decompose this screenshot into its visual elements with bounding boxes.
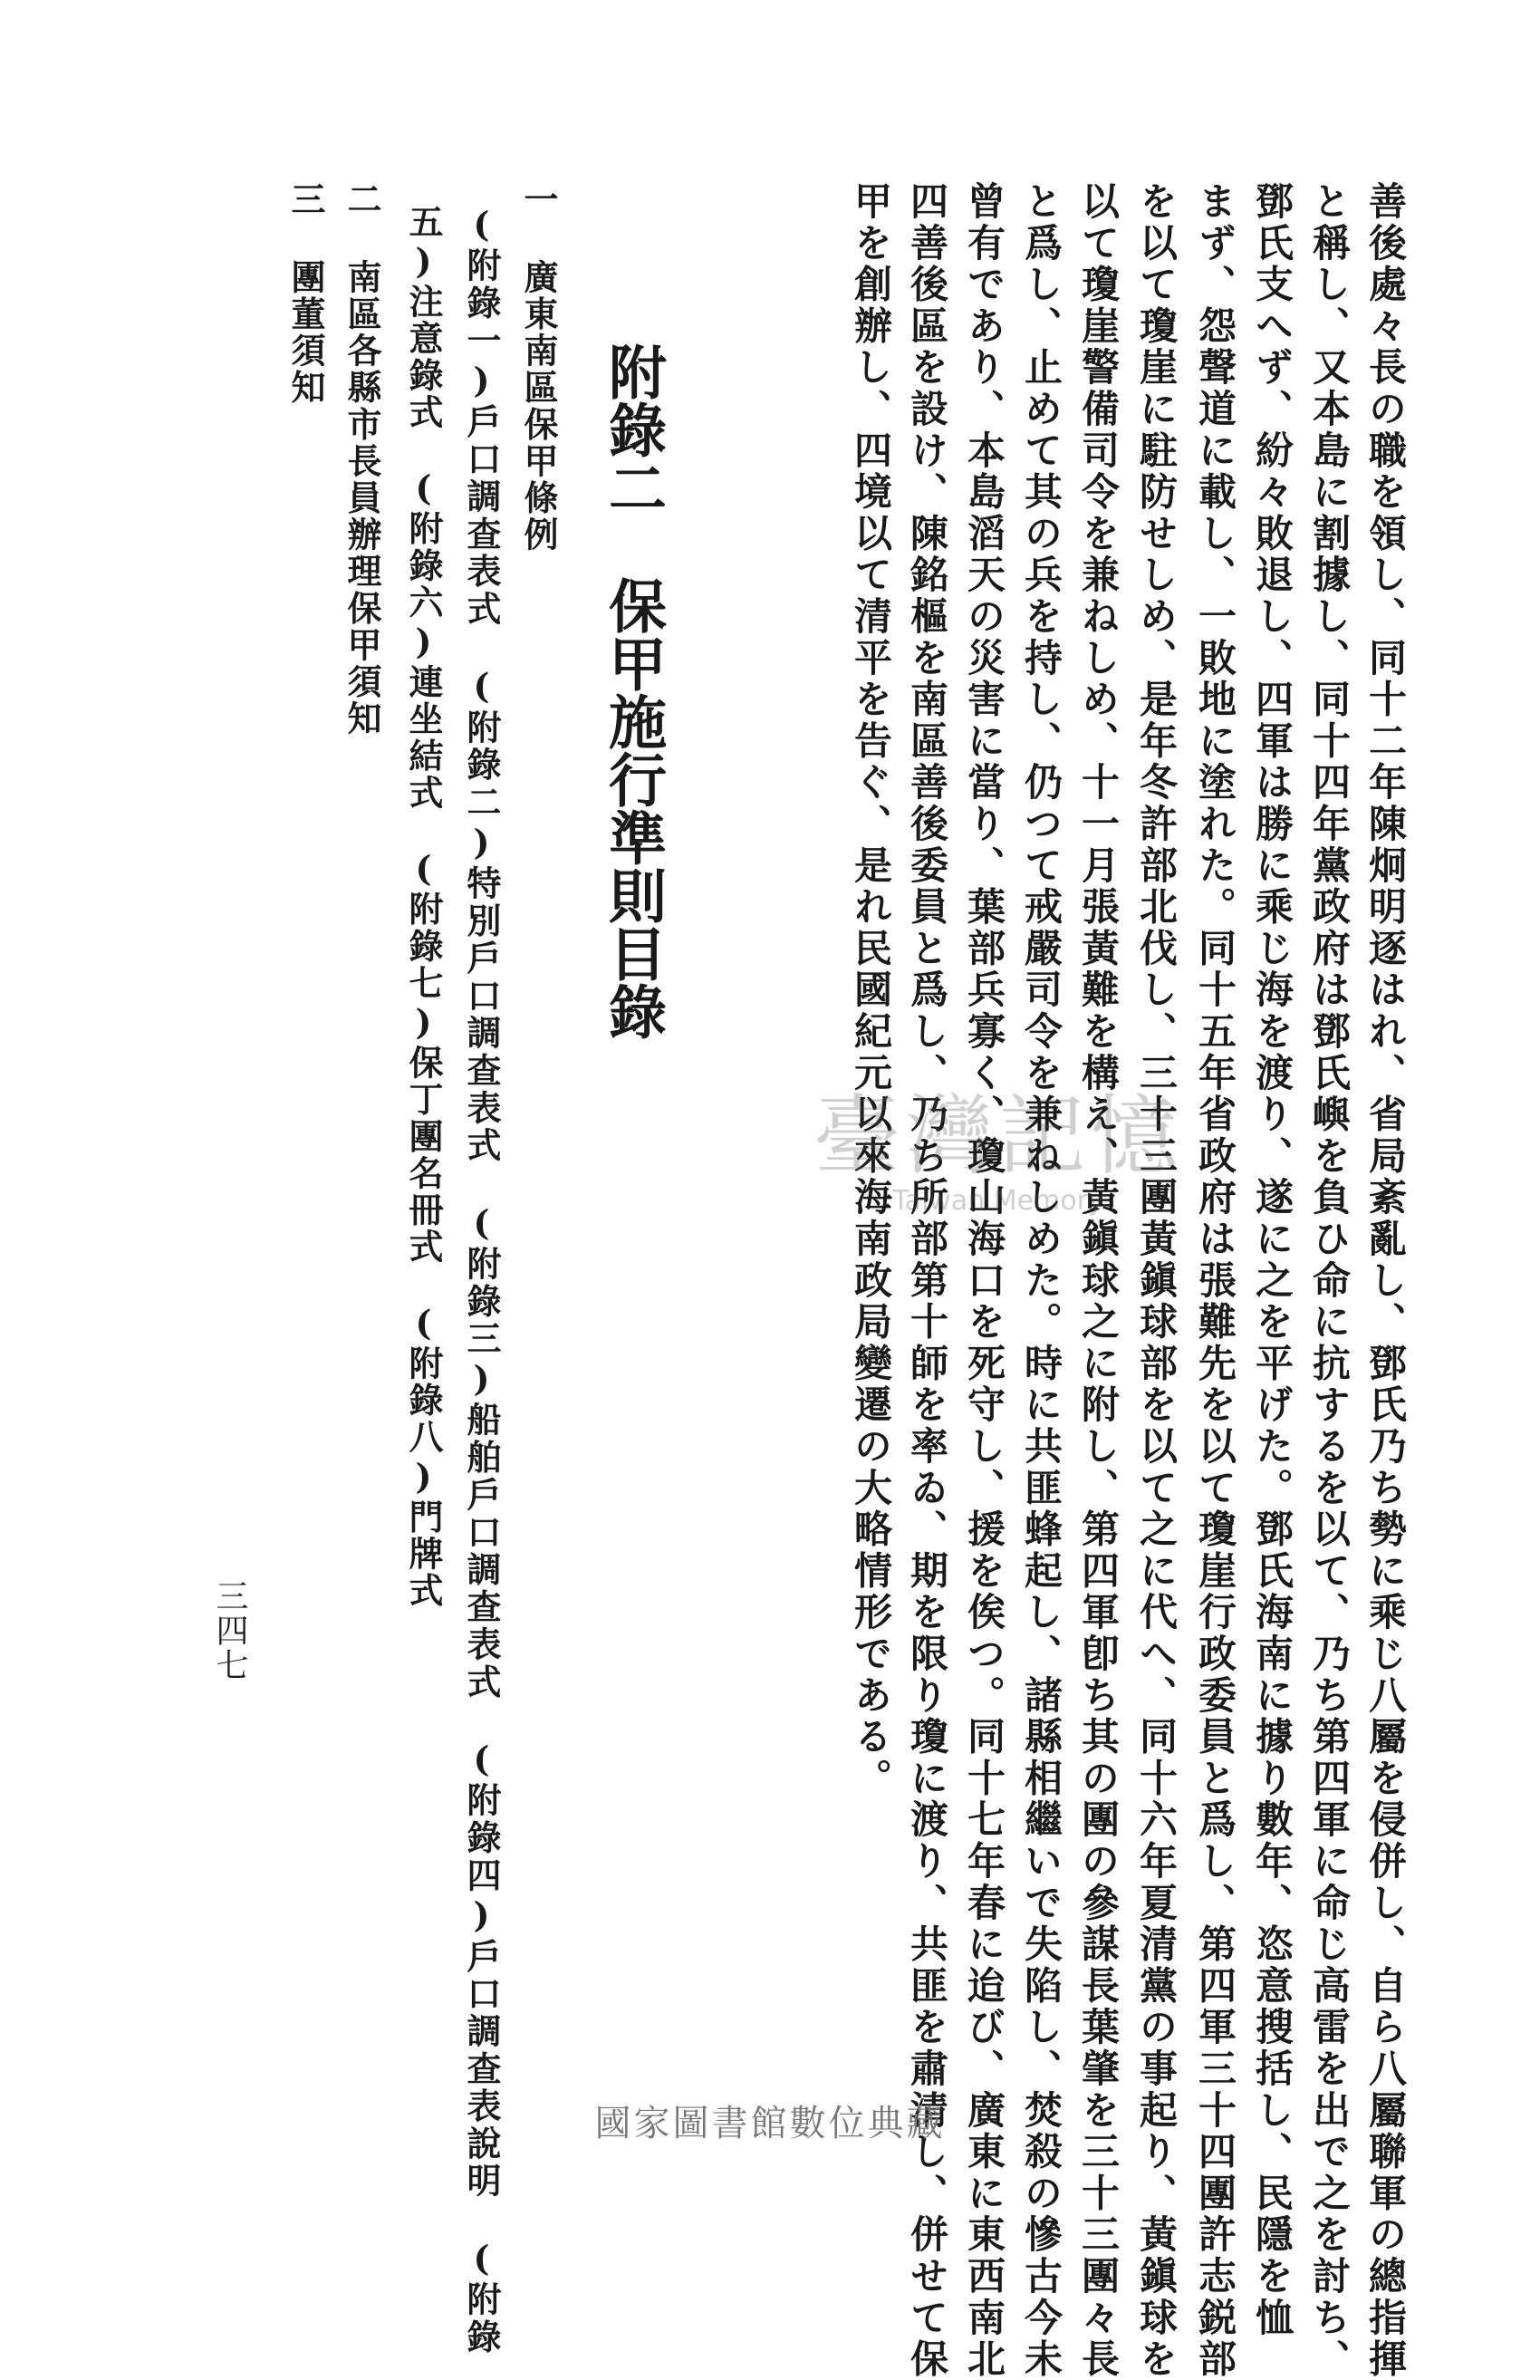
toc-number-2: 二 bbox=[342, 181, 382, 216]
body-column-6: 以て瓊崖警備司令を兼ねしめ、十一月張黃難を構え、黃鎭球之に附し、第四軍卽ち其の團の參謀長葉肇を三十三團々長 bbox=[1076, 181, 1121, 2380]
body-column-3: 鄧氏支へず、紛々敗退し、四軍は勝に乘じ海を渡り、遂に之を平げた。鄧氏海南に據り數年、恣意搜括し、民隱を恤 bbox=[1250, 181, 1295, 2339]
body-column-9: 四善後區を設け、陳銘樞を南區善後委員と爲し、乃ち所部第十師を率ゐ、期を限り瓊に渡り、共匪を肅清し、併せて保 bbox=[905, 181, 949, 2380]
body-column-5: を以て瓊崖に駐防せしめ、是年冬許部北伐し、三十三團黃鎭球部を以て之に代へ、同十六年夏清黨の事起り、黃鎭球を bbox=[1134, 181, 1179, 2380]
body-column-1: 善後處々長の職を領し、同十二年陳炯明逐はれ、省局紊亂し、鄧氏乃ち勢に乘じ八屬を侵併し、自ら八屬聯軍の總指揮 bbox=[1363, 181, 1408, 2380]
page-number: 三四七 bbox=[211, 1579, 248, 1682]
toc-item-2-title: 南區各縣市長員辦理保甲須知 bbox=[342, 259, 382, 737]
toc-item-3-title: 團董須知 bbox=[285, 259, 326, 407]
appendix-title bbox=[599, 342, 667, 1040]
body-column-7: と爲し、止めて其の兵を持し、仍つて戒嚴司令を兼ねしめた。時に共匪蜂起し、諸縣相繼いで失陷し、焚殺の慘古今未 bbox=[1019, 181, 1064, 2380]
body-column-4: まず、怨聲道に載し、一敗地に塗れた。同十五年省政府は張難先を以て瓊崖行政委員と爲し、第四軍三十四團許志鋭部 bbox=[1193, 181, 1237, 2380]
appendix-title-part2: 保甲施行準則目錄 bbox=[599, 576, 667, 1040]
footer-collection-name: 國家圖書館數位典藏 bbox=[594, 2103, 946, 2144]
toc-item-1-title: 廣東南區保甲條例 bbox=[518, 259, 559, 554]
toc-number-1: 一 bbox=[518, 181, 559, 216]
body-column-8: 曾有であり、本島滔天の災害に當り、葉部兵寡く、瓊山海口を死守し、援を俟つ。同十七年春に迨び、廣東に東西南北 bbox=[962, 181, 1006, 2380]
watermark-latin: Taiwan Memory bbox=[892, 1185, 1104, 1217]
body-column-2: と稱し、又本島に割據し、同十四年黨政府は鄧氏嶼を負ひ命に抗するを以て、乃ち第四軍に命じ高雷を出で之を討ち、 bbox=[1307, 181, 1352, 2380]
body-column-10: 甲を創辦し、四境以て清平を告ぐ、是れ民國紀元以來海南政局變遷の大略情形である。 bbox=[849, 181, 893, 1800]
appendix-title-part1: 附錄二 bbox=[599, 342, 667, 516]
toc-item-1-appendix-line-2: 五)注意錄式 (附錄六)連坐結式 (附錄七)保丁團名冊式 (附錄八)門牌式 bbox=[403, 204, 444, 1610]
toc-number-3: 三 bbox=[285, 181, 326, 216]
watermark-chars: 臺灣記憶 bbox=[813, 1085, 1183, 1187]
toc-item-1-appendix-line-1: (附錄一)戶口調查表式 (附錄二)特別戶口調查表式 (附錄三)船舶戶口調查表式 (附錄四)戶口調查表說明 (附錄 bbox=[461, 204, 502, 2356]
